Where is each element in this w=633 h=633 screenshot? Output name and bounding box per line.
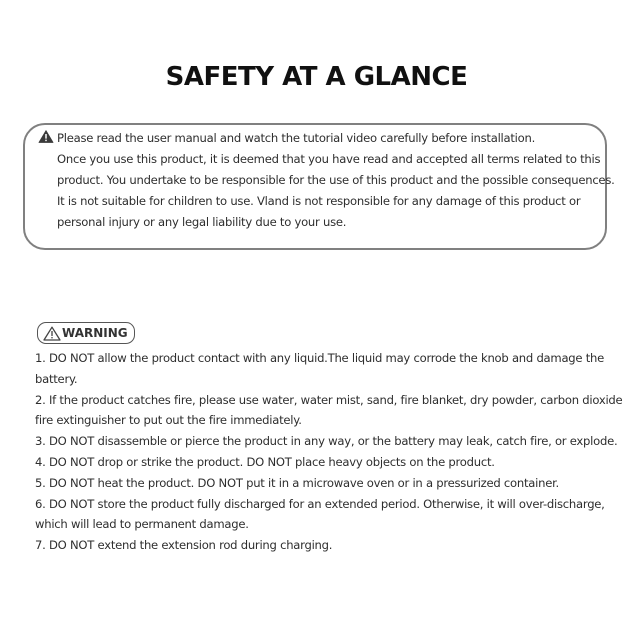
warning-item	[35, 390, 625, 432]
notice-line	[38, 128, 608, 149]
warning-item-line: 2. If the product catches fire, please use water, water mist, sand, fire blanket, dry powder, carbon dioxide	[35, 392, 623, 407]
notice-text	[38, 128, 615, 233]
notice-line: product. You undertake to be responsible for the use of this product and the possible consequences.	[57, 173, 615, 187]
notice-line: Once you use this product, it is deemed that you have read and accepted all terms related to this	[57, 152, 601, 166]
warning-item	[35, 535, 625, 556]
warning-item	[35, 473, 625, 494]
warning-item-line: 5. DO NOT heat the product. DO NOT put it in a microwave oven or in a pressurized container.	[35, 475, 559, 490]
warning-item-line: 6. DO NOT store the product fully discharged for an extended period. Otherwise, it will over-discharge,	[35, 496, 605, 511]
warning-triangle-filled-icon	[38, 130, 54, 143]
warning-triangle-outline-icon	[43, 326, 61, 341]
warning-item-line: battery.	[35, 371, 78, 386]
page-title: SAFETY AT A GLANCE	[165, 62, 468, 92]
warning-item	[35, 452, 625, 473]
notice-line: personal injury or any legal liability due to your use.	[57, 215, 347, 229]
warning-item-line: 7. DO NOT extend the extension rod during charging.	[35, 538, 333, 553]
warning-item-line: 3. DO NOT disassemble or pierce the product in any way, or the battery may leak, catch fire, or explode.	[35, 434, 618, 449]
warning-item	[35, 494, 625, 536]
warning-item-line: fire extinguisher to put out the fire immediately.	[35, 413, 302, 428]
warning-badge	[37, 322, 135, 344]
warning-item-line: 4. DO NOT drop or strike the product. DO NOT place heavy objects on the product.	[35, 454, 495, 469]
warning-item	[35, 431, 625, 452]
warning-label: WARNING	[62, 326, 128, 340]
warning-item-line: which will lead to permanent damage.	[35, 517, 249, 532]
warning-item-line: 1. DO NOT allow the product contact with any liquid.The liquid may corrode the knob and damage the	[35, 351, 605, 365]
notice-line-text: Please read the user manual and watch the tutorial video carefully before installation.	[57, 131, 536, 145]
notice-line: It is not suitable for children to use. Vland is not responsible for any damage of this product or	[57, 194, 581, 208]
warning-item	[35, 348, 625, 390]
warning-list	[35, 348, 625, 556]
